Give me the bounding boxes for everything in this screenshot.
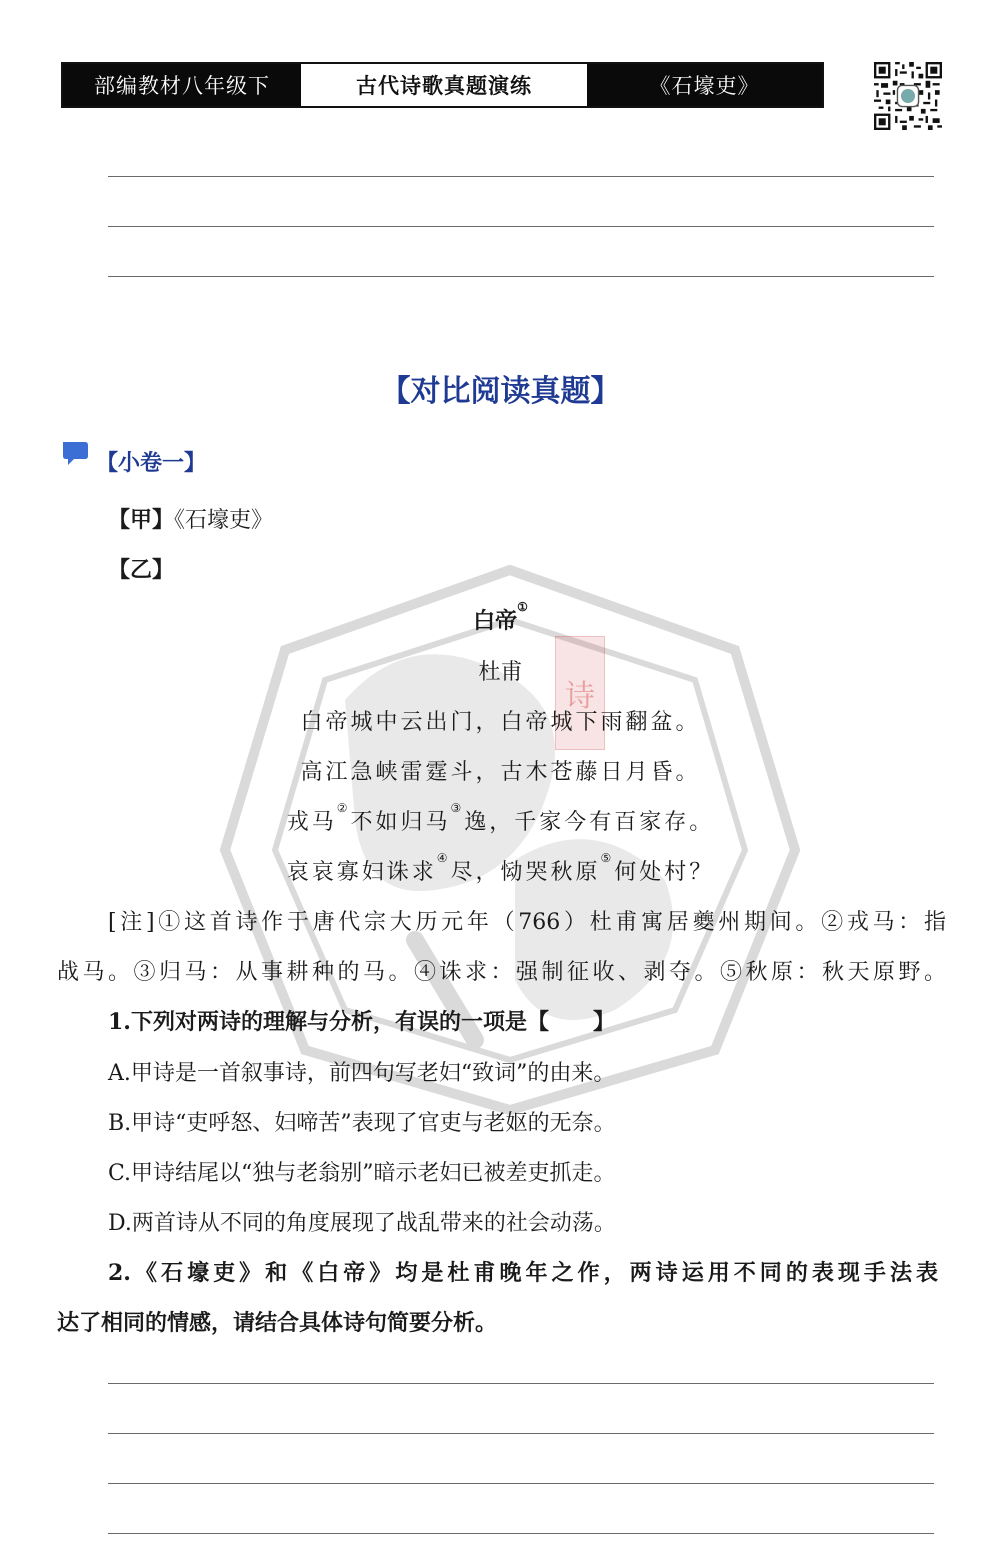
qr-code-icon[interactable] [874, 62, 942, 130]
option-a[interactable]: A.甲诗是一首叙事诗，前四句写老妇“致词”的由来。 [108, 1061, 616, 1086]
poem-line-3-part: 不如归马 [350, 810, 451, 835]
grade-label: 部编教材八年级下 [63, 64, 301, 106]
poem-line-3-part: 戎马 [286, 810, 337, 835]
option-b[interactable]: B.甲诗“吏呼怒、妇啼苦”表现了官吏与老妪的无奈。 [108, 1111, 616, 1136]
jia-line [108, 503, 273, 534]
jia-title: 《石壕吏》 [174, 508, 274, 533]
question-2-line-2: 达了相同的情感，请结合具体诗句简要分析。 [57, 1310, 498, 1336]
poem-label: 《石壕吏》 [587, 64, 822, 106]
answer-line[interactable] [108, 1433, 934, 1434]
poem-title-line [0, 600, 1001, 635]
poem-line-3-part: 逸，千家今有百家存。 [464, 810, 715, 835]
topic-label: 古代诗歌真题演练 [301, 64, 587, 106]
footnote-marker: ④ [436, 851, 451, 865]
footnote-marker: ③ [450, 801, 465, 815]
answer-line[interactable] [108, 1483, 934, 1484]
notes-line-1: [注]①这首诗作于唐代宗大历元年（766）杜甫寓居夔州期间。②戎马：指 [108, 910, 946, 935]
option-c[interactable]: C.甲诗结尾以“独与老翁别”暗示老妇已被差吏抓走。 [108, 1161, 616, 1186]
header-bar [61, 62, 824, 108]
answer-line[interactable] [108, 1383, 934, 1384]
chat-bubble-icon [60, 438, 90, 468]
answer-line [108, 226, 934, 227]
seal-character: 诗 [565, 679, 595, 714]
answer-line[interactable] [108, 1533, 934, 1534]
poem-line-4 [0, 851, 1001, 886]
poem-line-2: 高江急峡雷霆斗，古木苍藤日月昏。 [300, 760, 701, 785]
option-d[interactable]: D.两首诗从不同的角度展现了战乱带来的社会动荡。 [108, 1211, 616, 1236]
poem-title: 白帝 [473, 608, 518, 634]
jia-tag: 【甲】 [108, 507, 175, 533]
question-1-stem: 1.下列对两诗的理解与分析，有误的一项是【 】 [108, 1009, 615, 1035]
poem-line-4-part: 尽，恸哭秋原 [450, 860, 601, 885]
section-title: 【对比阅读真题】 [380, 374, 621, 409]
poem-title-note: ① [517, 600, 528, 614]
poem-line-1: 白帝城中云出门，白帝城下雨翻盆。 [300, 710, 701, 735]
poem-line-3 [0, 801, 1001, 836]
footnote-marker: ② [336, 801, 351, 815]
notes-line-2: 战马。③归马：从事耕种的马。④诛求：强制征收、剥夺。⑤秋原：秋天原野。 [57, 960, 946, 985]
yi-tag: 【乙】 [108, 557, 175, 583]
answer-line [108, 276, 934, 277]
poem-author: 杜甫 [478, 660, 523, 685]
answer-line [108, 176, 934, 177]
poem-line-4-part: 何处村？ [614, 860, 715, 885]
sub-section-title: 【小卷一】 [96, 451, 207, 476]
footnote-marker: ⑤ [600, 851, 615, 865]
question-2-line-1: 2.《石壕吏》和《白帝》均是杜甫晚年之作，两诗运用不同的表现手法表 [108, 1260, 938, 1286]
poem-line-4-part: 哀哀寡妇诛求 [286, 860, 437, 885]
watermark-emblem-icon [215, 560, 805, 1120]
